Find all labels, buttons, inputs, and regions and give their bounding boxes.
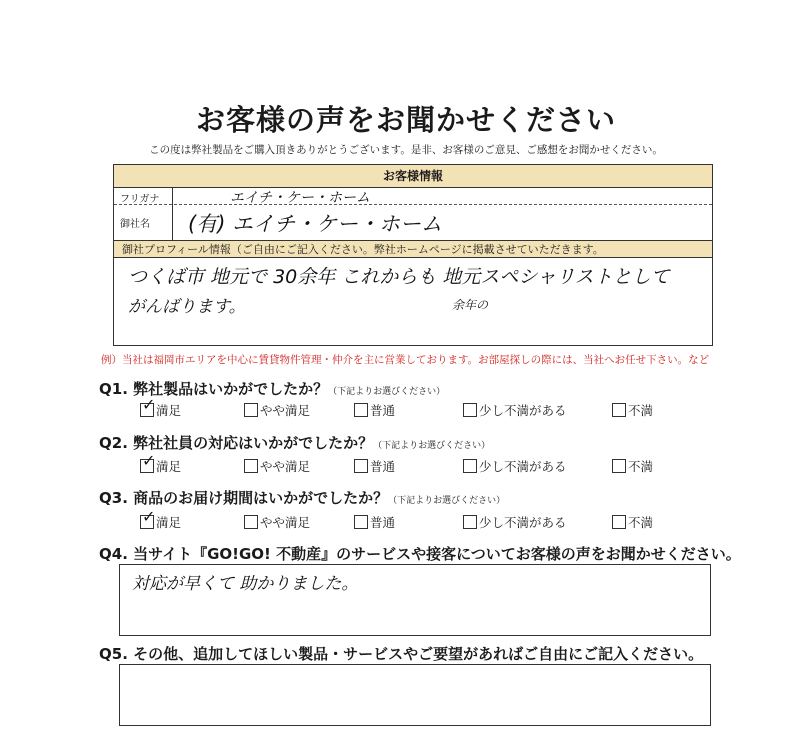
checkbox xyxy=(354,515,368,529)
profile-header: 御社プロフィール情報（ご自由にご記入ください。弊社ホームページに掲載させていただきます。 xyxy=(114,240,712,258)
question-text: 当サイト『GO!GO! 不動産』のサービスや接客についてお客様の声をお聞かせください。 xyxy=(133,545,741,563)
question-number: Q2. xyxy=(99,434,128,452)
question-4 xyxy=(99,543,741,564)
q3-option-dissatisfied[interactable]: 不満 xyxy=(612,513,653,531)
question-5 xyxy=(99,643,703,664)
q5-answer-box[interactable] xyxy=(119,664,711,726)
q3-option-somewhat-satisfied[interactable]: やや満足 xyxy=(244,513,310,531)
question-text: その他、追加してほしい製品・サービスやご要望があればご自由にご記入ください。 xyxy=(133,645,704,663)
checkbox xyxy=(612,403,626,417)
intro-text: この度は弊社製品をご購入頂きありがとうございます。是非、お客様のご意見、ご感想をお聞かせください。 xyxy=(149,144,663,156)
q1-option-dissatisfied[interactable]: 不満 xyxy=(612,401,653,419)
q3-option-somewhat-dissatisfied[interactable]: 少し不満がある xyxy=(463,513,567,531)
checkbox xyxy=(463,459,477,473)
question-hint: （下記よりお選びください） xyxy=(328,387,446,397)
checkbox-checked: ✓ xyxy=(140,459,154,473)
q3-option-satisfied[interactable]: ✓ 満足 xyxy=(142,507,182,530)
question-number: Q3. xyxy=(99,489,128,507)
question-text: 弊社製品はいかがでしたか？ xyxy=(133,380,329,398)
q1-option-normal[interactable]: 普通 xyxy=(354,401,395,419)
q4-answer-text: 対応が早くて 助かりました。 xyxy=(132,574,359,594)
q3-option-normal[interactable]: 普通 xyxy=(354,513,395,531)
company-value[interactable]: (有) エイチ・ケー・ホーム xyxy=(188,212,443,236)
furigana-value[interactable]: エイチ・ケー・ホーム xyxy=(230,190,370,206)
question-2 xyxy=(99,432,490,453)
example-text: 例）当社は福岡市エリアを中心に賃貸物件管理・仲介を主に営業しております。お部屋探しの際には、当社へお任せ下さい。など xyxy=(101,354,710,366)
checkbox xyxy=(354,459,368,473)
company-label: 御社名 xyxy=(120,219,150,230)
q1-option-somewhat-satisfied[interactable]: やや満足 xyxy=(244,401,310,419)
question-hint: （下記よりお選びください） xyxy=(373,441,491,451)
question-text: 商品のお届け期間はいかがでしたか？ xyxy=(133,489,389,507)
checkbox xyxy=(244,459,258,473)
question-3 xyxy=(99,487,505,508)
checkbox xyxy=(612,459,626,473)
q1-option-satisfied[interactable]: ✓ 満足 xyxy=(142,395,182,418)
question-number: Q4. xyxy=(99,545,128,563)
question-number: Q1. xyxy=(99,380,128,398)
checkbox-checked: ✓ xyxy=(140,403,154,417)
profile-text-line1[interactable]: つくば市 地元で 30余年 これからも 地元スペシャリストとして xyxy=(128,266,670,288)
question-hint: （下記よりお選びください） xyxy=(388,496,506,506)
furigana-divider xyxy=(114,204,712,205)
checkbox xyxy=(354,403,368,417)
q2-option-somewhat-dissatisfied[interactable]: 少し不満がある xyxy=(463,457,567,475)
q2-option-satisfied[interactable]: ✓ 満足 xyxy=(142,451,182,474)
furigana-label: フリガナ xyxy=(120,194,160,205)
question-number: Q5. xyxy=(99,645,128,663)
profile-insert-note: 余年の xyxy=(452,298,489,312)
q4-answer-box[interactable] xyxy=(119,564,711,636)
q1-option-somewhat-dissatisfied[interactable]: 少し不満がある xyxy=(463,401,567,419)
checkbox xyxy=(244,515,258,529)
q2-option-normal[interactable]: 普通 xyxy=(354,457,395,475)
checkbox xyxy=(463,515,477,529)
checkbox-checked: ✓ xyxy=(140,515,154,529)
question-text: 弊社社員の対応はいかがでしたか？ xyxy=(133,434,374,452)
checkbox xyxy=(244,403,258,417)
q2-option-somewhat-satisfied[interactable]: やや満足 xyxy=(244,457,310,475)
checkbox xyxy=(463,403,477,417)
checkbox xyxy=(612,515,626,529)
profile-text-line2[interactable]: がんばります。 xyxy=(128,297,246,317)
label-divider xyxy=(172,188,173,240)
q2-option-dissatisfied[interactable]: 不満 xyxy=(612,457,653,475)
customer-info-header: お客様情報 xyxy=(114,165,712,188)
page-title: お客様の声をお聞かせください xyxy=(195,103,616,137)
